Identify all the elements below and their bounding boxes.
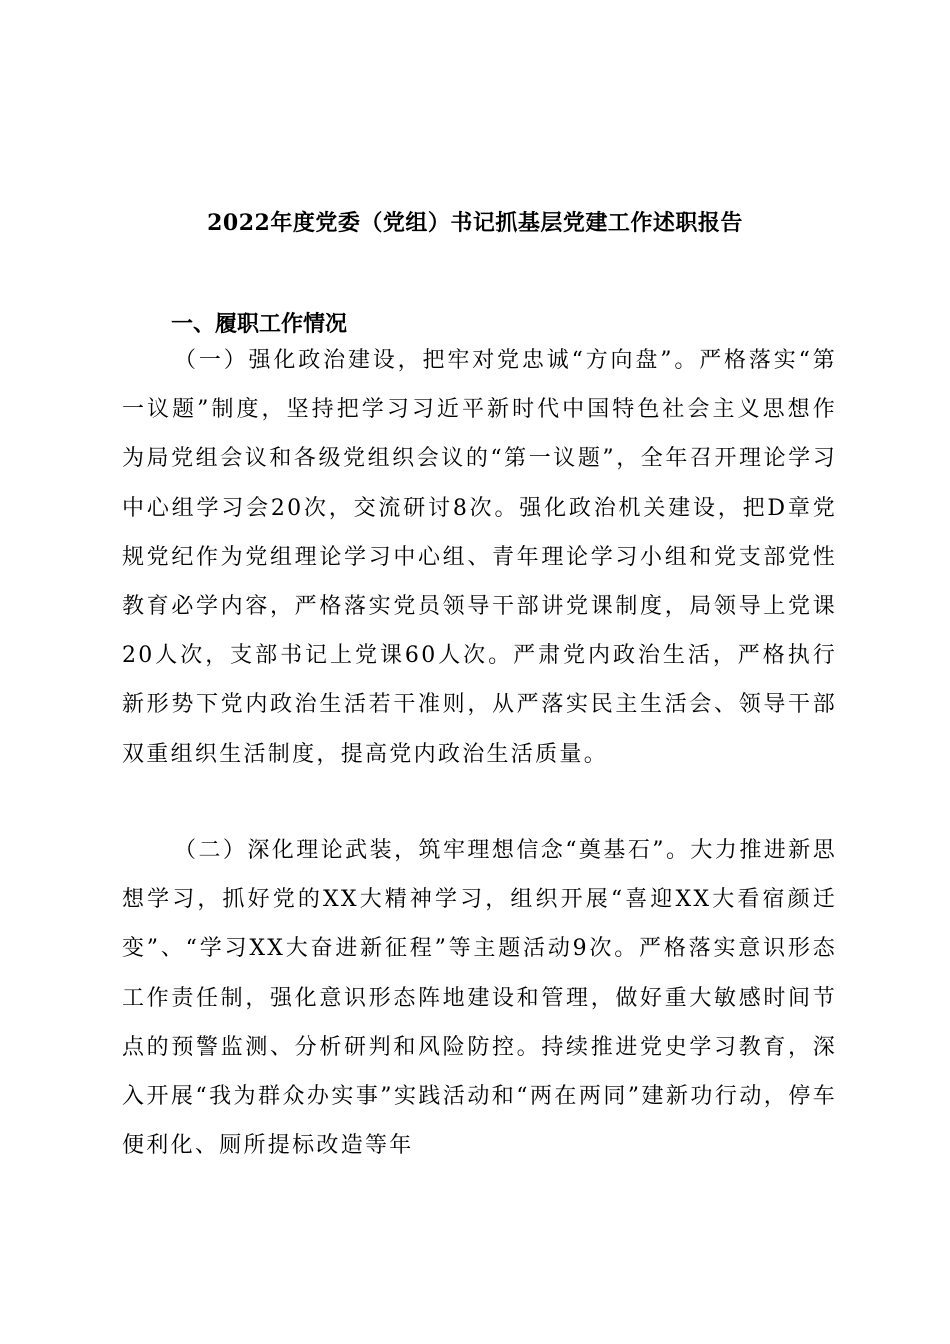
section-heading: 一、履职工作情况 [171, 311, 348, 337]
paragraph-theoretical-armament: （二）深化理论武装，筑牢理想信念“奠基石”。大力推进新思想学习，抓好党的XX大精神学习，组织开展“喜迎XX大看宿颜迁变”、“学习XX大奋进新征程”等主题活动9次。严格落实意识形态工作责任制，强化意识形态阵地建设和管理，做好重大敏感时间节点的预警监测、分析研判和风险防控。持续推进党史学习教育，深入开展“我为群众办实事”实践活动和“两在两同”建新功行动，停车便利化、厕所提标改造等年 [122, 838, 837, 1159]
paragraph-political-building: （一）强化政治建设，把牢对党忠诚“方向盘”。严格落实“第一议题”制度，坚持把学习习近平新时代中国特色社会主义思想作为局党组会议和各级党组织会议的“第一议题”，全年召开理论学习中心组学习会20次，交流研讨8次。强化政治机关建设，把D章党规党纪作为党组理论学习中心组、青年理论学习小组和党支部党性教育必学内容，严格落实党员领导干部讲党课制度，局领导上党课20人次，支部书记上党课60人次。严肃党内政治生活，严格执行新形势下党内政治生活若干准则，从严落实民主生活会、领导干部双重组织生活制度，提高党内政治生活质量。 [122, 348, 837, 767]
document-title: 2022年度党委（党组）书记抓基层党建工作述职报告 [207, 210, 743, 236]
